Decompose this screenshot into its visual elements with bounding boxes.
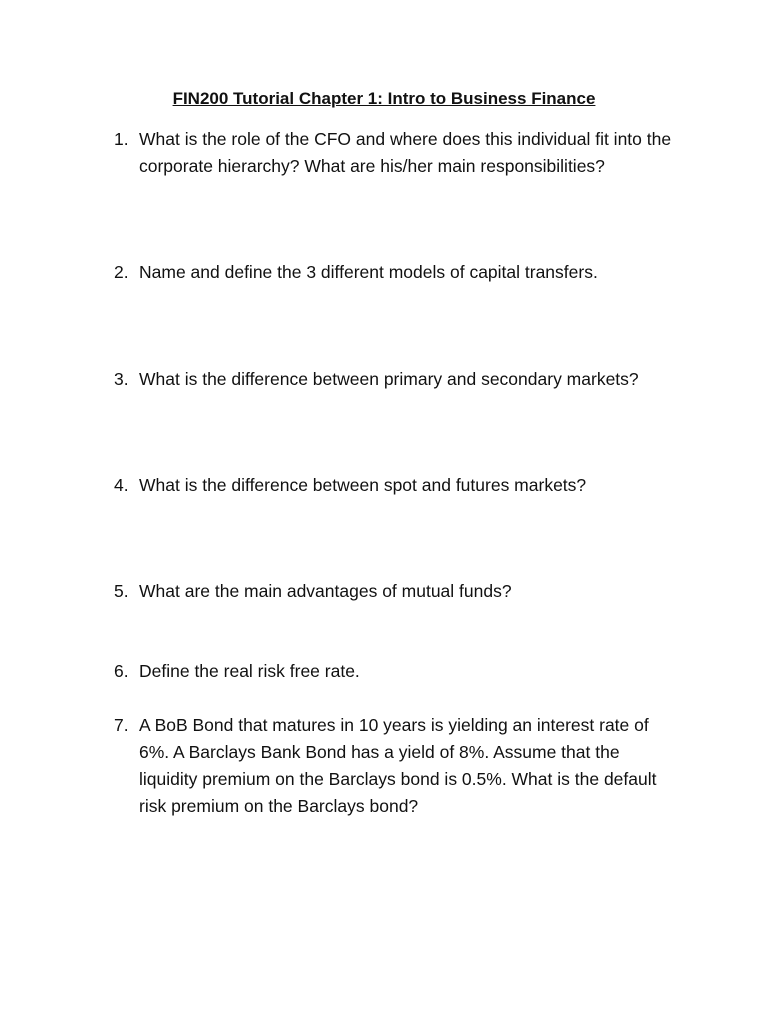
question-text: Name and define the 3 different models of capital transfers. xyxy=(139,262,598,282)
question-number: 3. xyxy=(114,369,129,389)
question-text: Define the real risk free rate. xyxy=(139,661,360,681)
question-number: 1. xyxy=(114,129,129,149)
document-title: FIN200 Tutorial Chapter 1: Intro to Business Finance xyxy=(172,89,596,108)
question-number: 5. xyxy=(114,581,129,601)
question-text: What is the difference between primary and secondary markets? xyxy=(139,369,639,389)
question-3 xyxy=(114,366,674,393)
question-number: 6. xyxy=(114,661,129,681)
question-text: What is the difference between spot and futures markets? xyxy=(139,475,587,495)
question-text: What is the role of the CFO and where does this individual fit into the corporate hierarchy? What are his/her main responsibilities? xyxy=(139,129,672,176)
question-2 xyxy=(114,259,674,286)
question-number: 2. xyxy=(114,262,129,282)
question-4 xyxy=(114,472,674,499)
question-5 xyxy=(114,578,674,605)
question-6 xyxy=(114,658,674,685)
question-1 xyxy=(114,126,674,180)
question-number: 4. xyxy=(114,475,129,495)
question-number: 7. xyxy=(114,715,129,735)
question-7 xyxy=(114,712,674,820)
question-text: A BoB Bond that matures in 10 years is yielding an interest rate of 6%. A Barclays Bank Bond has a yield of 8%. Assume that the liquidity premium on the Barclays bond is 0.5%. What is the default risk premium on the Barclays bond? xyxy=(139,715,657,816)
question-text: What are the main advantages of mutual funds? xyxy=(139,581,512,601)
